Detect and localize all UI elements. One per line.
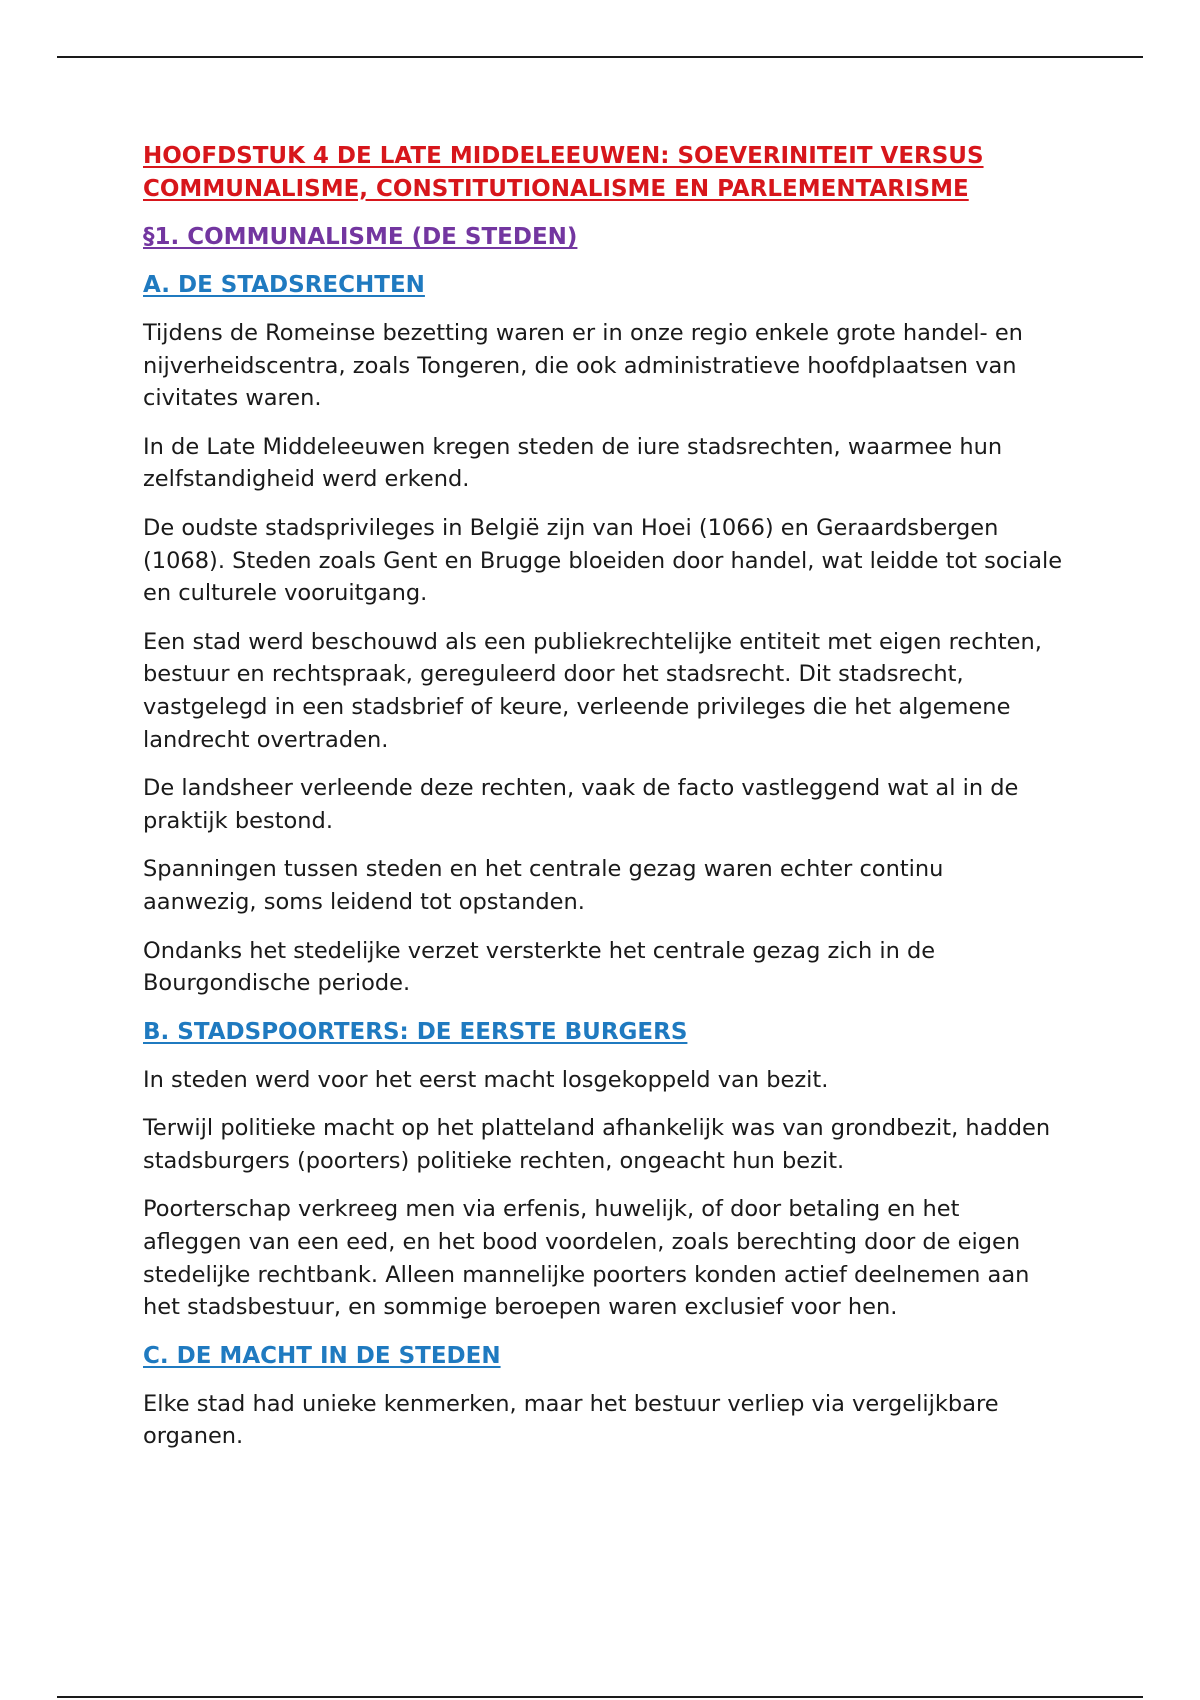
- page-top-rule: [57, 56, 1143, 58]
- paragraph: In de Late Middeleeuwen kregen steden de iure stadsrechten, waarmee hun zelfstandigheid werd erkend.: [143, 433, 1003, 493]
- subsection-heading-c: C. DE MACHT IN DE STEDEN: [143, 1342, 501, 1369]
- paragraph: Poorterschap verkreeg men via erfenis, huwelijk, of door betaling en het afleggen van een eed, en het bood voordelen, zoals berechting door de eigen stedelijke rechtbank. Alleen mannelijke poorters konden actief deelnemen aan het stadsbestuur, en sommige beroepen waren exclusief voor hen.: [143, 1196, 1030, 1321]
- document-body: [143, 140, 1063, 1469]
- paragraph: Terwijl politieke macht op het platteland afhankelijk was van grondbezit, hadden stadsburgers (poorters) politieke rechten, ongeacht hun bezit.: [143, 1115, 1051, 1174]
- chapter-title: HOOFDSTUK 4 DE LATE MIDDELEEUWEN: SOEVERINITEIT VERSUS COMMUNALISME, CONSTITUTIONALISME EN PARLEMENTARISME: [143, 143, 984, 202]
- paragraph: Een stad werd beschouwd als een publiekrechtelijke entiteit met eigen rechten, bestuur en rechtspraak, gereguleerd door het stadsrecht. Dit stadsrecht, vastgelegd in een stadsbrief of keure, verleende privileges die het algemene landrecht overtraden.: [143, 628, 1042, 753]
- paragraph: Spanningen tussen steden en het centrale gezag waren echter continu aanwezig, soms leidend tot opstanden.: [143, 856, 944, 915]
- paragraph: In steden werd voor het eerst macht losgekoppeld van bezit.: [143, 1066, 829, 1093]
- paragraph: Elke stad had unieke kenmerken, maar het bestuur verliep via vergelijkbare organen.: [143, 1390, 999, 1450]
- paragraph: De landsheer verleende deze rechten, vaak de facto vastleggend wat al in de praktijk bestond.: [143, 775, 1019, 834]
- paragraph: Ondanks het stedelijke verzet versterkte het centrale gezag zich in de Bourgondische periode.: [143, 937, 936, 997]
- page-bottom-rule: [57, 1696, 1143, 1698]
- paragraph: Tijdens de Romeinse bezetting waren er in onze regio enkele grote handel- en nijverheidscentra, zoals Tongeren, die ook administratieve hoofdplaatsen van civitates waren.: [143, 320, 1023, 412]
- paragraph: De oudste stadsprivileges in België zijn van Hoei (1066) en Geraardsbergen (1068). Steden zoals Gent en Brugge bloeiden door handel, wat leidde tot sociale en culturele vooruitgang.: [143, 514, 1063, 607]
- subsection-heading-a: A. DE STADSRECHTEN: [143, 272, 425, 298]
- section-title: §1. COMMUNALISME (DE STEDEN): [143, 224, 578, 250]
- subsection-heading-b: B. STADSPOORTERS: DE EERSTE BURGERS: [143, 1018, 688, 1045]
